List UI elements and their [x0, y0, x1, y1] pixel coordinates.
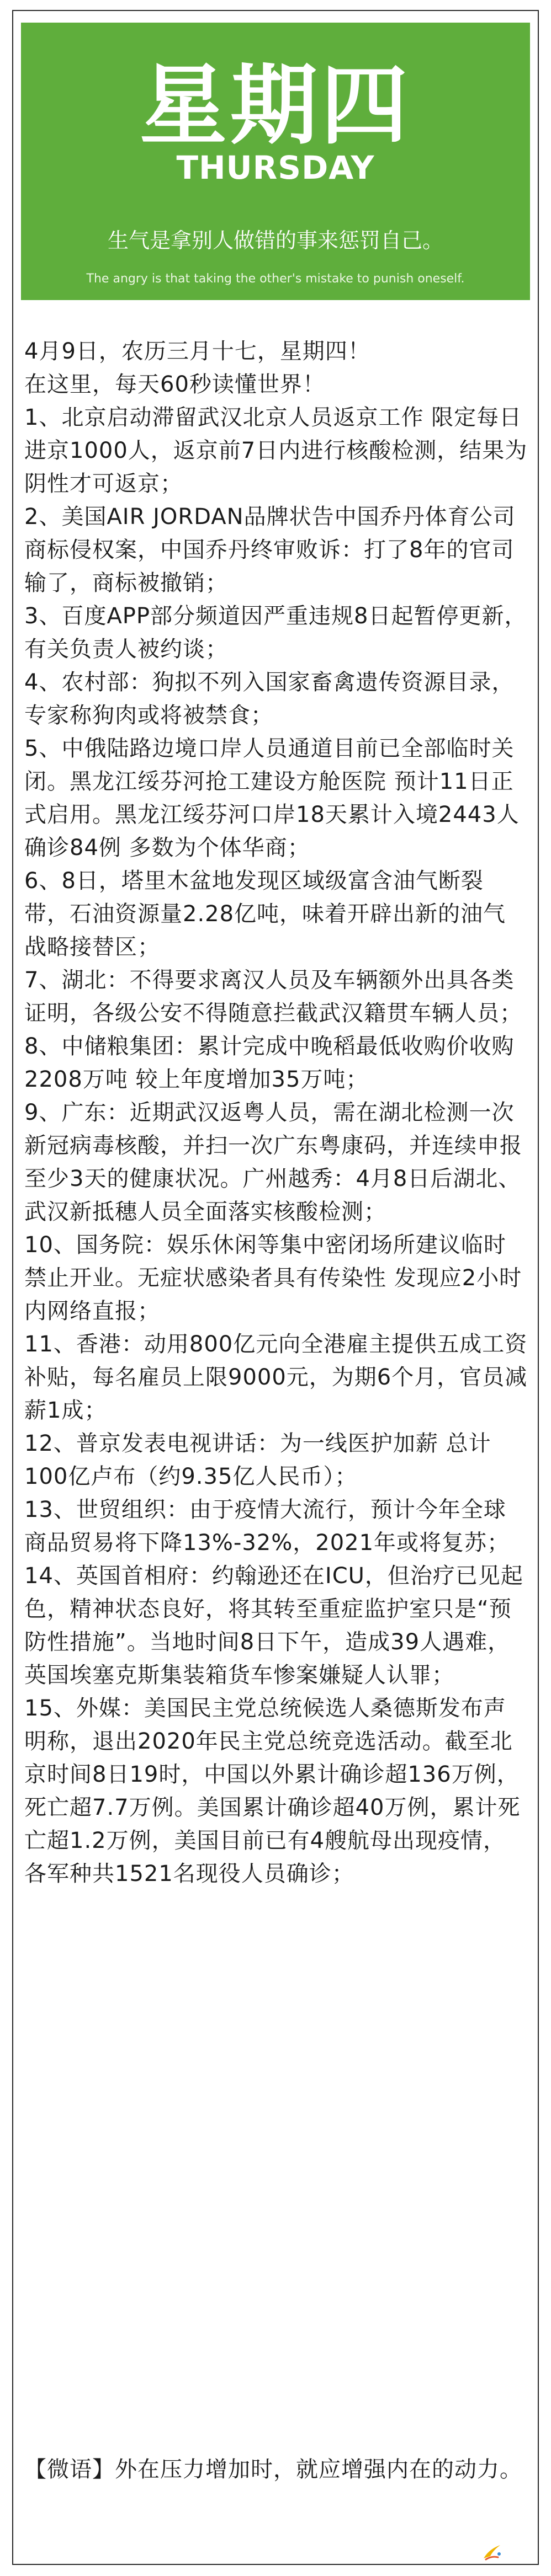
news-item-11: 11、香港：动用800亿元向全港雇主提供五成工资补贴，每名雇员上限9000元，为期6个月，官员减薪1成；: [24, 1332, 528, 1423]
day-title-en: THURSDAY: [176, 149, 375, 186]
news-item-5: 5、中俄陆路边境口岸人员通道目前已全部临时关闭。黑龙江绥芬河抢工建设方舱医院 预计11日正式启用。黑龙江绥芬河口岸18天累计入境2443人确诊84例 多数为个体华商；: [24, 736, 520, 861]
header-banner: [21, 23, 530, 300]
news-item-12: 12、普京发表电视讲话：为一线医护加薪 总计100亿卢布（约9.35亿人民币）；: [24, 1431, 491, 1489]
news-item-15: 15、外媒：美国民主党总统候选人桑德斯发布声明称，退出2020年民主党总统竞选活动。截至北京时间8日19时，中国以外累计确诊超136万例，死亡超7.7万例。美国累计确诊超40万例，累计死亡超1.2万例，美国目前已有4艘航母出现疫情，各军种共1521名现役人员确诊；: [24, 1696, 521, 1886]
news-item-9: 9、广东：近期武汉返粤人员，需在湖北检测一次新冠病毒核酸，并扫一次广东粤康码，并连续申报至少3天的健康状况。广州越秀：4月8日后湖北、武汉新抵穗人员全面落实核酸检测；: [24, 1100, 522, 1225]
news-content: [24, 335, 528, 1890]
news-item-7: 7、湖北：不得要求离汉人员及车辆额外出具各类证明，各级公安不得随意拦截武汉籍贯车辆人员；: [24, 968, 522, 1026]
brush-logo-icon: [481, 2542, 504, 2562]
news-item-3: 3、百度APP部分频道因严重违规8日起暂停更新，有关负责人被约谈；: [24, 603, 527, 662]
news-item-2: 2、美国AIR JORDAN品牌状告中国乔丹体育公司商标侵权案，中国乔丹终审败诉：打了8年的官司输了，商标被撤销；: [24, 504, 516, 596]
news-item-13: 13、世贸组织：由于疫情大流行，预计今年全球商品贸易将下降13%-32%，2021年或将复苏；: [24, 1497, 510, 1556]
news-item-6: 6、8日，塔里木盆地发现区域级富含油气断裂带，石油资源量2.28亿吨，味着开辟出新的油气战略接替区；: [24, 868, 506, 960]
news-item-8: 8、中储粮集团：累计完成中晚稻最低收购价收购2208万吨 较上年度增加35万吨；: [24, 1034, 515, 1092]
date-line: 4月9日，农历三月十七，星期四！: [24, 339, 370, 364]
motto-text: 【微语】外在压力增加时，就应增强内在的动力。: [24, 2457, 522, 2482]
news-item-1: 1、北京启动滞留武汉北京人员返京工作 限定每日进京1000人，返京前7日内进行核酸检测，结果为阴性才可返京；: [24, 405, 528, 496]
news-item-4: 4、农村部：狗拟不列入国家畜禽遗传资源目录，专家称狗肉或将被禁食；: [24, 670, 515, 728]
daily-quote-cn: 生气是拿别人做错的事来惩罚自己。: [107, 228, 443, 253]
news-item-14: 14、英国首相府：约翰逊还在ICU，但治疗已见起色，精神状态良好，将其转至重症监护室只是“预防性措施”。当地时间8日下午，造成39人遇难，英国埃塞克斯集装箱货车惨案嫌疑人认罪；: [24, 1563, 523, 1688]
news-item-10: 10、国务院：娱乐休闲等集中密闭场所建议临时禁止开业。无症状感染者具有传染性 发现应2小时内网络直报；: [24, 1232, 522, 1324]
tagline: 在这里，每天60秒读懂世界！: [24, 372, 325, 397]
daily-quote-en: The angry is that taking the other's mistake to punish oneself.: [86, 272, 465, 286]
day-title-cn: 星期四: [140, 55, 411, 157]
